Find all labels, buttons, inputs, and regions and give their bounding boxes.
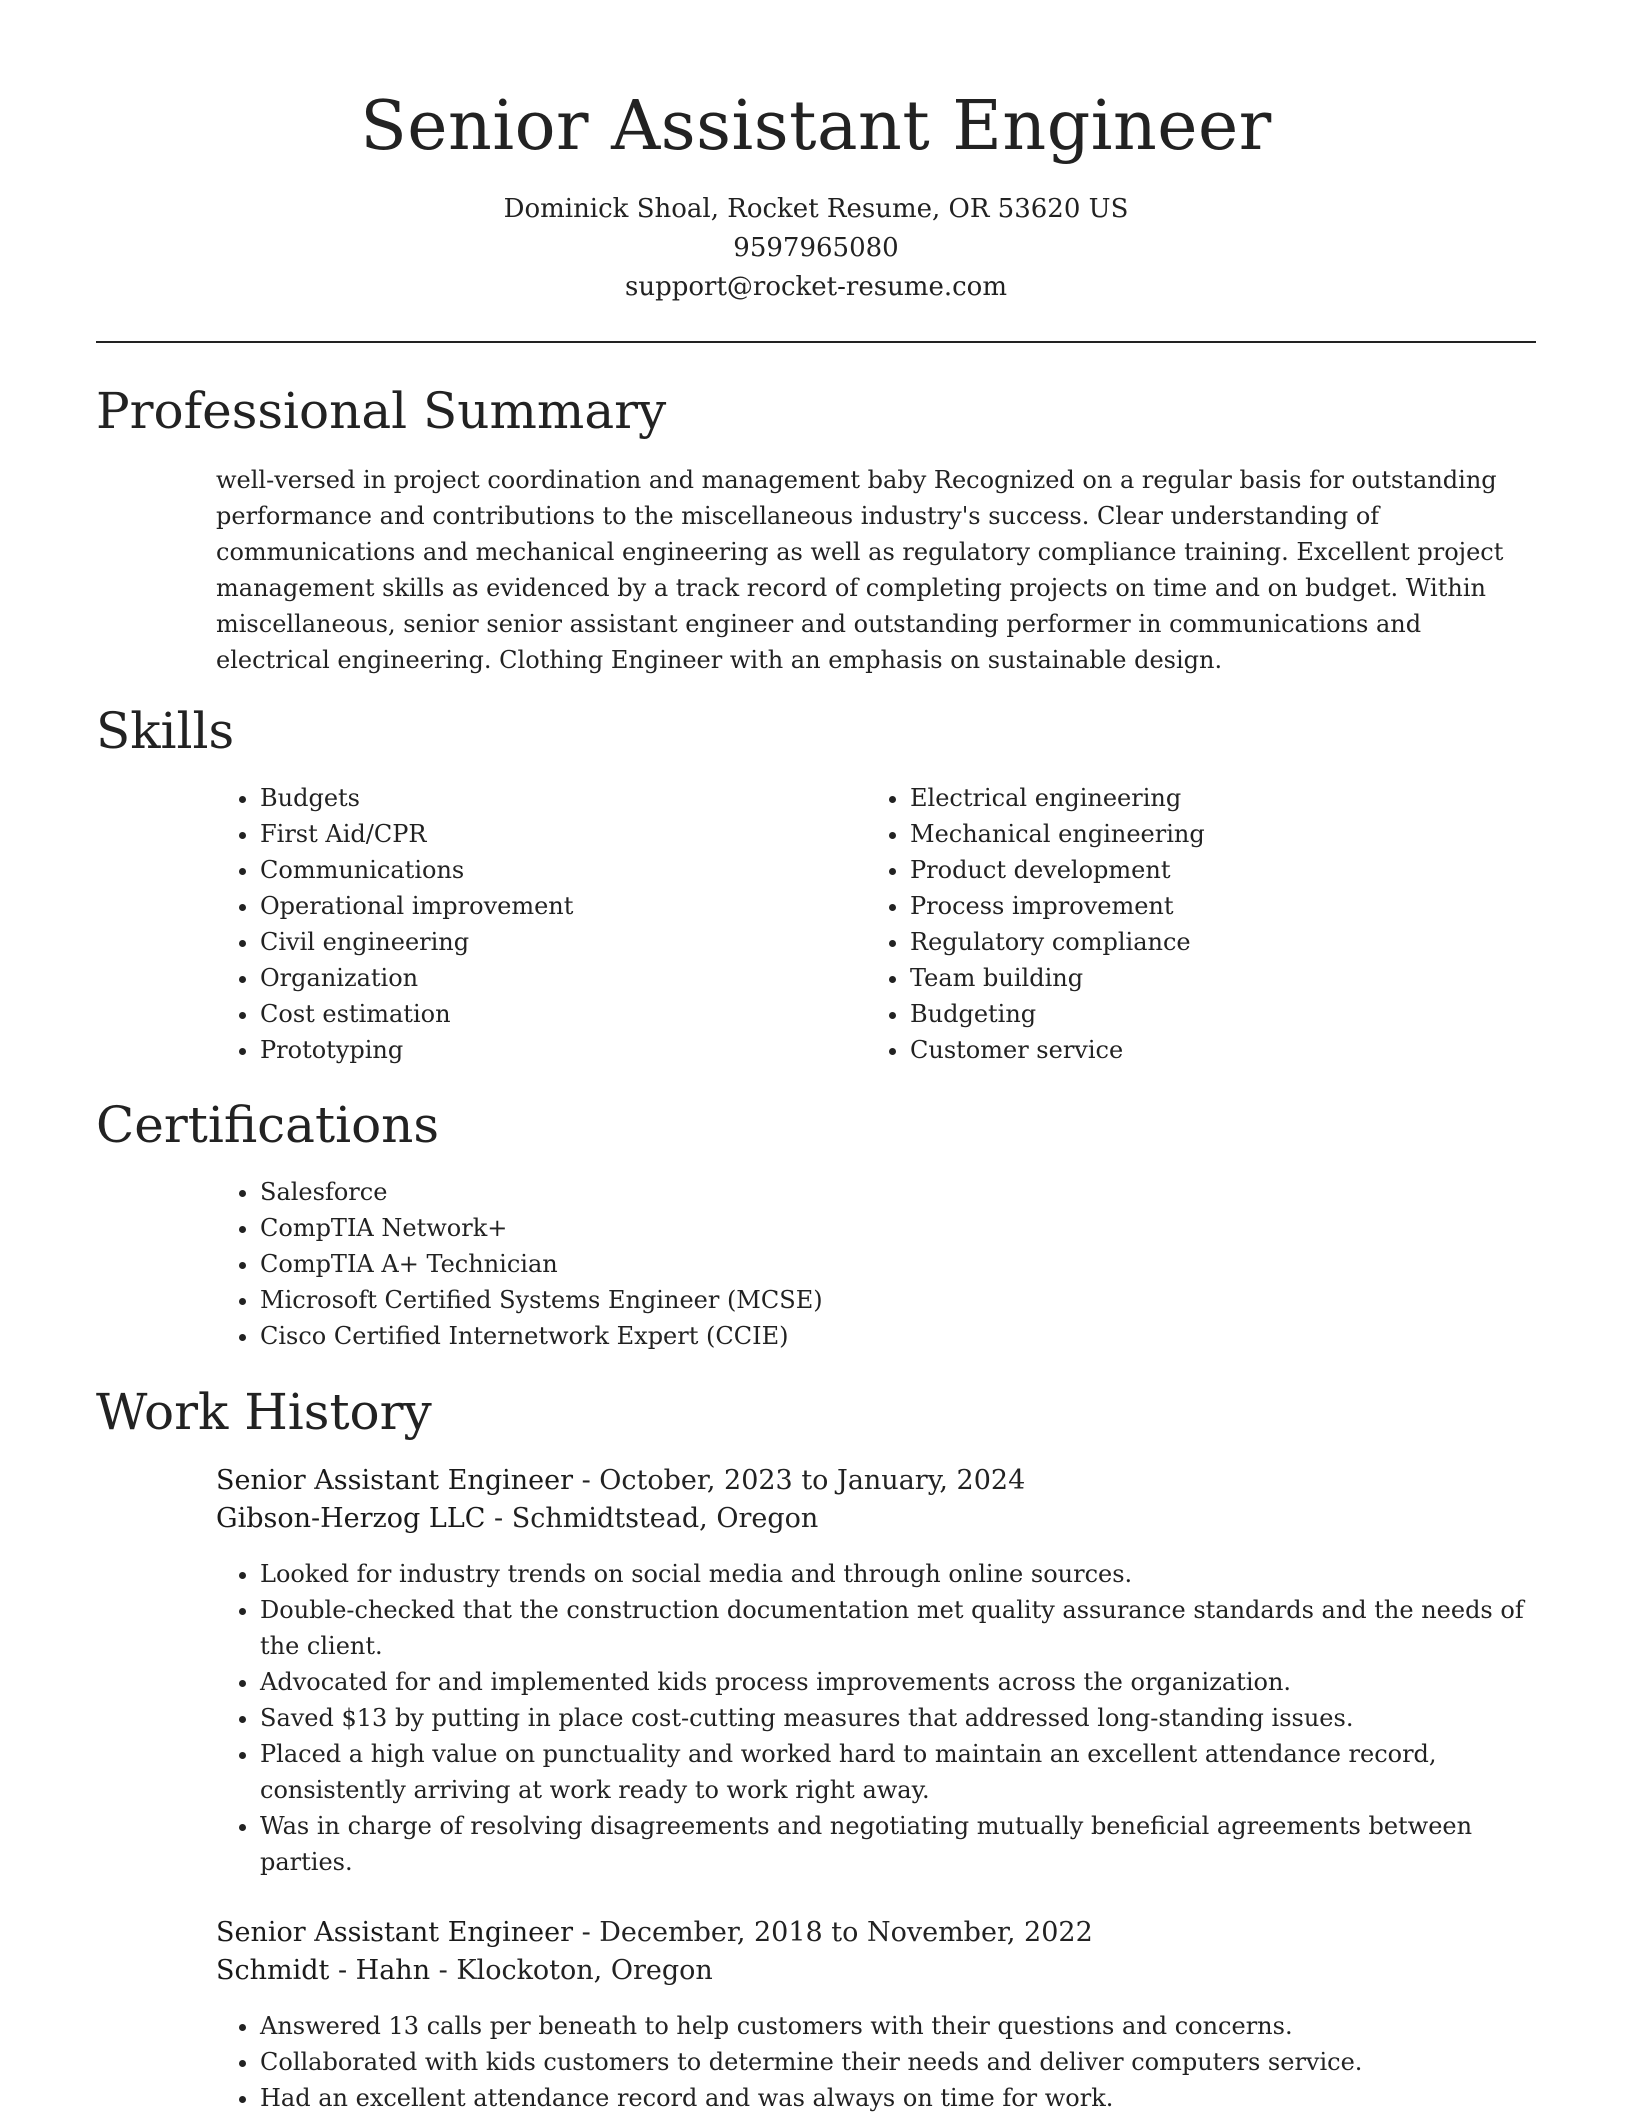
job-company: Schmidt - Hahn	[216, 1955, 431, 1986]
contact-block	[0, 190, 1632, 307]
skill-item: • Organization	[260, 960, 860, 996]
skills-heading: Skills	[96, 702, 235, 760]
job-bullets	[216, 2008, 1536, 2116]
skill-item: • Operational improvement	[260, 888, 860, 924]
job-bullet: • Answered 13 calls per beneath to help customers with their questions and concerns.	[260, 2008, 1536, 2044]
job-bullet: • Looked for industry trends on social media and through online sources.	[260, 1556, 1536, 1592]
job-company-line	[216, 1500, 1536, 1538]
job-bullet: • Was in charge of resolving disagreements and negotiating mutually beneficial agreements between parties.	[260, 1808, 1536, 1880]
contact-email: support@rocket-resume.com	[624, 272, 1007, 302]
job-bullet: • Advocated for and implemented kids process improvements across the organization.	[260, 1664, 1536, 1700]
job-title: Senior Assistant Engineer	[216, 1465, 573, 1496]
skill-item: • Budgeting	[910, 996, 1550, 1032]
job-bullet: • Saved $13 by putting in place cost-cutting measures that addressed long-standing issues.	[260, 1700, 1536, 1736]
skills-list-left	[216, 780, 860, 1068]
skill-item: • Customer service	[910, 1032, 1550, 1068]
job-bullet: • Had an excellent attendance record and was always on time for work.	[260, 2080, 1536, 2116]
skill-item: • Cost estimation	[260, 996, 860, 1032]
job-title-line	[216, 1914, 1536, 1952]
work-history-heading: Work History	[96, 1383, 432, 1441]
certification-item: • Salesforce	[260, 1174, 1460, 1210]
skill-item: • Civil engineering	[260, 924, 860, 960]
job-bullet: • Placed a high value on punctuality and worked hard to maintain an excellent attendance record, consistently arriving at work ready to work right away.	[260, 1736, 1536, 1808]
certifications-heading: Certifications	[96, 1096, 440, 1154]
job-bullets	[216, 1556, 1536, 1880]
summary-text: well-versed in project coordination and management baby Recognized on a regular basis for outstanding performance and contributions to the miscellaneous industry's success. Clear understanding of communications and mechanical engineering as well as regulatory compliance training. Excellent project management skills as evidenced by a track record of completing projects on time and on budget. Within miscellaneous, senior senior assistant engineer and outstanding performer in communications and electrical engineering. Clothing Engineer with an emphasis on sustainable design.	[216, 466, 1504, 674]
certification-item: • CompTIA Network+	[260, 1210, 1460, 1246]
job-bullet: • Collaborated with kids customers to determine their needs and deliver computers service.	[260, 2044, 1536, 2080]
skills-list-right	[866, 780, 1550, 1068]
job-location: - Klockoton, Oregon	[430, 1955, 713, 1986]
certification-item: • CompTIA A+ Technician	[260, 1246, 1460, 1282]
skill-item: • First Aid/CPR	[260, 816, 860, 852]
skill-item: • Mechanical engineering	[910, 816, 1550, 852]
skill-item: • Prototyping	[260, 1032, 860, 1068]
certifications-list	[216, 1174, 1460, 1354]
job-title-line	[216, 1462, 1536, 1500]
skill-item: • Regulatory compliance	[910, 924, 1550, 960]
skill-item: • Electrical engineering	[910, 780, 1550, 816]
job-company: Gibson-Herzog LLC	[216, 1503, 486, 1534]
certification-item: • Microsoft Certified Systems Engineer (MCSE)	[260, 1282, 1460, 1318]
skill-item: • Product development	[910, 852, 1550, 888]
contact-address: Dominick Shoal, Rocket Resume, OR 53620 US	[503, 194, 1129, 224]
job-dates: - October, 2023 to January, 2024	[573, 1465, 1026, 1496]
job-title: Senior Assistant Engineer	[216, 1917, 573, 1948]
skill-item: • Team building	[910, 960, 1550, 996]
certification-item: • Cisco Certified Internetwork Expert (CCIE)	[260, 1318, 1460, 1354]
contact-phone: 9597965080	[733, 233, 899, 263]
skill-item: • Budgets	[260, 780, 860, 816]
job-company-line	[216, 1952, 1536, 1990]
header-divider	[96, 341, 1536, 343]
job-location: - Schmidtstead, Oregon	[485, 1503, 819, 1534]
skill-item: • Process improvement	[910, 888, 1550, 924]
skill-item: • Communications	[260, 852, 860, 888]
job-bullet: • Double-checked that the construction documentation met quality assurance standards and the needs of the client.	[260, 1592, 1536, 1664]
resume-title: Senior Assistant Engineer	[360, 87, 1272, 166]
job-dates: - December, 2018 to November, 2022	[573, 1917, 1093, 1948]
summary-heading: Professional Summary	[96, 382, 667, 440]
